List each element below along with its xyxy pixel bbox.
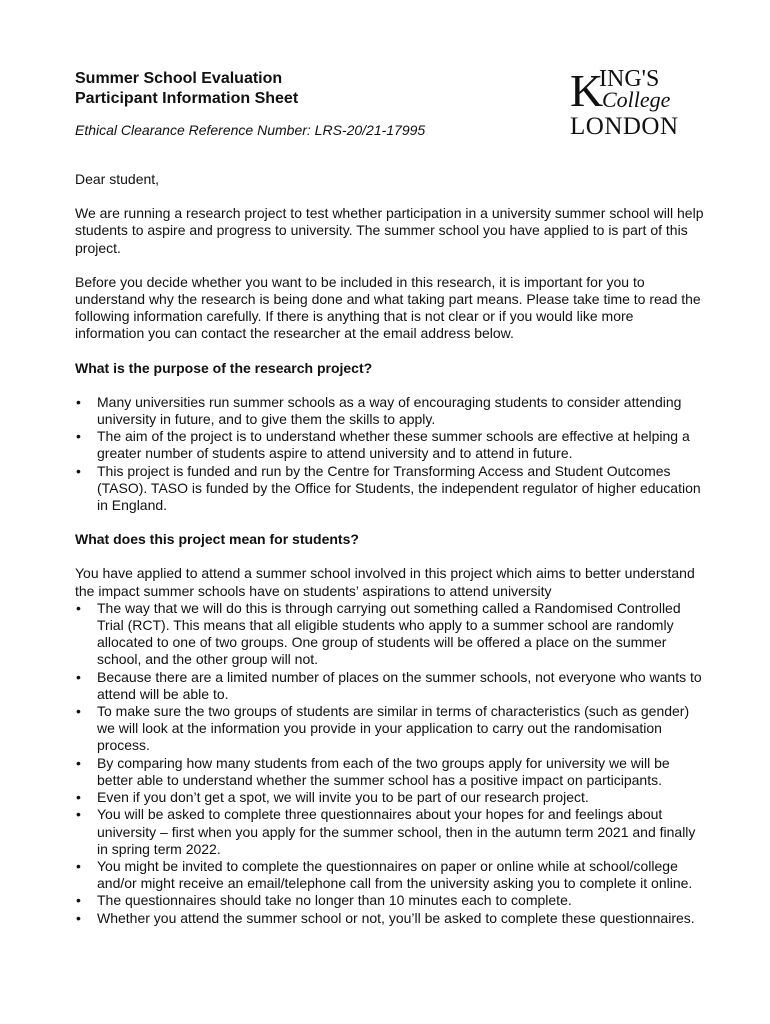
list-item: • The way that we will do this is through carrying out something called a Randomised Controlled Trial (RCT). This means that all eligible students who apply to a summer school are randomly allocated to one of two groups. One group of students will be offered a place on the summer school, and the other group will not. <box>75 600 705 669</box>
intro-paragraph-1: We are running a research project to test whether participation in a university summer school will help students to aspire and progress to university. The summer school you have applied to is part of this project. <box>75 205 704 256</box>
list-item: • This project is funded and run by the Centre for Transforming Access and Student Outcomes (TASO). TASO is funded by the Office for Students, the independent regulator of higher education in England. <box>75 463 705 515</box>
list-item: • The aim of the project is to understand whether these summer schools are effective at helping a greater number of students aspire to attend university and to attend in future. <box>75 428 705 462</box>
ethics-reference: Ethical Clearance Reference Number: LRS-20/21-17995 <box>75 122 426 138</box>
list-item: • To make sure the two groups of students are similar in terms of characteristics (such as gender) we will look at the information you provide in your application to carry out the randomisation process. <box>75 703 705 755</box>
list-item: • Because there are a limited number of places on the summer schools, not everyone who wants to attend will be able to. <box>75 669 705 703</box>
greeting: Dear student, <box>75 171 160 187</box>
list-item: • Whether you attend the summer school or not, you’ll be asked to complete these questionnaires. <box>75 910 705 927</box>
list-item: • The questionnaires should take no longer than 10 minutes each to complete. <box>75 892 705 909</box>
document-title <box>75 69 298 109</box>
document-body <box>75 171 705 944</box>
title-line-2: Participant Information Sheet <box>75 90 299 107</box>
logo-k: K <box>570 65 604 116</box>
title-line-1: Summer School Evaluation <box>75 70 283 87</box>
students-bullet-list <box>75 600 705 927</box>
list-item: • By comparing how many students from each of the two groups apply for university we will be better able to understand whether the summer school has a positive impact on participants. <box>75 755 705 789</box>
logo-college: College <box>602 87 671 112</box>
list-item: • Even if you don’t get a spot, we will invite you to be part of our research project. <box>75 789 705 806</box>
section-heading-purpose: What is the purpose of the research project? <box>75 359 373 376</box>
purpose-bullet-list <box>75 394 705 514</box>
logo-ings: ING'S <box>599 66 660 92</box>
section-heading-students: What does this project mean for students? <box>75 531 359 548</box>
logo-london: LONDON <box>570 113 679 140</box>
list-item: • You might be invited to complete the questionnaires on paper or online while at school/college and/or might receive an email/telephone call from the university asking you to complete it online. <box>75 858 705 892</box>
intro-paragraph-2: Before you decide whether you want to be included in this research, it is important for you to understand why the research is being done and what taking part means. Please take time to read the following information carefully. If there is anything that is not clear or if you would like more information you can contact the researcher at the email address below. <box>75 273 701 342</box>
list-item: • You will be asked to complete three questionnaires about your hopes for and feelings about university – first when you apply for the summer school, then in the autumn term 2021 and finally in spring term 2022. <box>75 806 705 858</box>
list-item: • Many universities run summer schools as a way of encouraging students to consider attending university in future, and to give them the skills to apply. <box>75 394 705 428</box>
kings-college-london-logo <box>570 64 700 140</box>
students-intro: You have applied to attend a summer school involved in this project which aims to better understand the impact summer schools have on students’ aspirations to attend university <box>75 565 695 599</box>
